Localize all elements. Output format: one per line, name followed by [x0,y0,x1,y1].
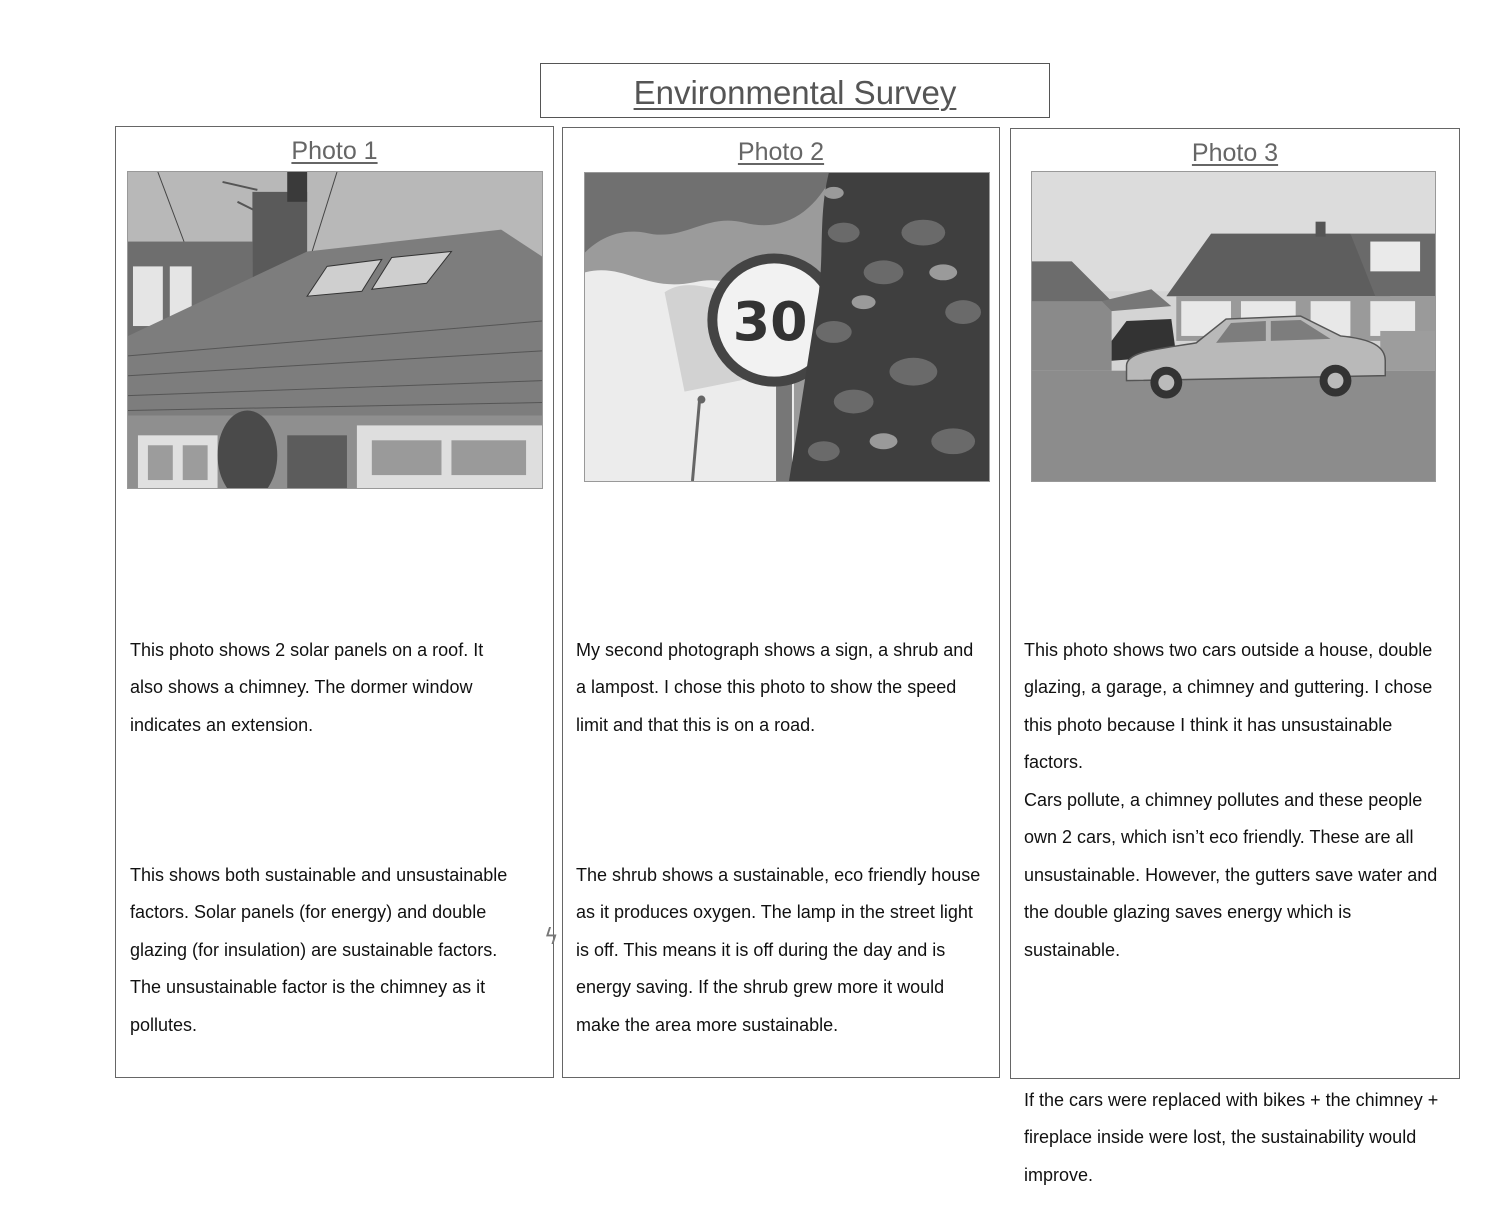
paragraph: The shrub shows a sustainable, eco friendly house as it produces oxygen. The lamp in the street light is off. This means it is off during the day and is energy saving. If the shrub grew more it would make the area more sustainable. [576,864,981,1035]
photo-panel-2 [562,127,1000,1078]
panel-heading: Photo 2 [737,138,825,166]
speed-sign-photo [584,172,990,482]
cars-house-photo [1031,171,1436,482]
paragraph: If the cars were replaced with bikes + the chimney + fireplace inside were lost, the sustainability would improve. [1024,1089,1439,1185]
paragraph: This shows both sustainable and unsustainable factors. Solar panels (for energy) and double glazing (for insulation) are sustainable factors. The unsustainable factor is the chimney as it pollutes. [130,864,508,1035]
paragraph: This photo shows two cars outside a house, double glazing, a garage, a chimney and guttering. I chose this photo because I think it has unsustainable factors. Cars pollute, a chimney pollutes and these people own 2 cars, which isn’t eco friendly. These are all unsustainable. However, the gutters save water and the double glazing saves energy which is sustainable. [1024,639,1438,960]
panel-description [1024,594,1464,1232]
survey-title-box [540,63,1050,118]
panel-description [576,594,1001,1082]
house-roof-photo [127,171,543,489]
panel-heading: Photo 3 [1191,139,1279,167]
paragraph: This photo shows 2 solar panels on a roof. It also shows a chimney. The dormer window indicates an extension. [130,639,484,735]
paragraph: My second photograph shows a sign, a shrub and a lampost. I chose this photo to show the speed limit and that this is on a road. [576,639,974,735]
panel-description [130,594,550,1082]
page-title: Environmental Survey [633,74,957,111]
photo-panel-3 [1010,128,1460,1185]
scan-mark: ϟ [544,925,559,950]
panel-heading: Photo 1 [291,137,378,165]
photo-panel-1 [115,126,554,1078]
speed-limit-number: 30 [732,289,808,353]
